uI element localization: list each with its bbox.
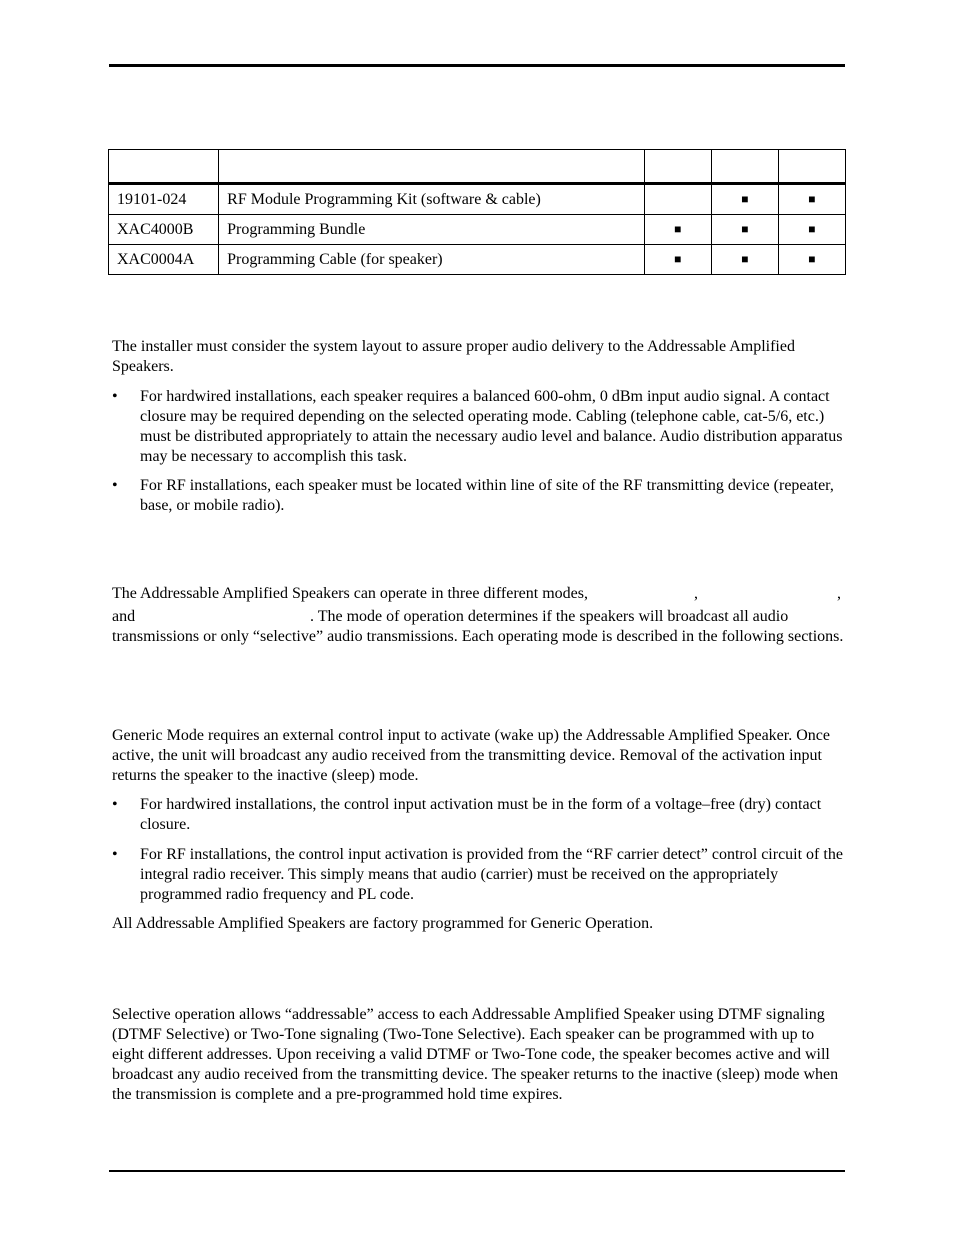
part-number: XAC0004A <box>109 245 219 275</box>
generic-closing: All Addressable Amplified Speakers are factory programmed for Generic Operation. <box>112 915 654 932</box>
list-item <box>112 845 845 905</box>
header-cell <box>219 150 645 184</box>
list-item <box>112 476 845 516</box>
modes-line2 <box>112 607 845 627</box>
part-number: 19101-024 <box>109 184 219 215</box>
comma: , <box>694 585 698 602</box>
check-mark: ■ <box>778 215 845 245</box>
audio-intro: The installer must consider the system layout to assure proper audio delivery to the Addressable Amplified Speakers. <box>112 338 795 375</box>
table-header-row <box>109 150 846 184</box>
modes-and: and <box>112 608 136 625</box>
table-row <box>109 184 846 215</box>
bullet-text: For hardwired installations, each speaker requires a balanced 600-ohm, 0 dBm input audio signal. A contact closure may be required depending on the selected operating mode. Cabling (telephone cable, cat-5/6, etc.) must be distributed appropriately to attain the necessary audio level and balance. Audio distribution apparatus may be necessary to accomplish this task. <box>140 388 843 465</box>
table-row <box>109 245 846 275</box>
header-cell <box>711 150 778 184</box>
header-cell <box>109 150 219 184</box>
bullet-icon: • <box>112 477 118 494</box>
accessories-table <box>108 149 846 275</box>
modes-line2-text: . The mode of operation determines if the speakers will broadcast all audio <box>310 608 789 625</box>
check-mark: ■ <box>711 184 778 215</box>
modes-line1 <box>112 584 845 604</box>
check-mark: ■ <box>644 215 711 245</box>
part-number: XAC4000B <box>109 215 219 245</box>
check-mark: ■ <box>711 215 778 245</box>
bullet-text: For hardwired installations, the control input activation must be in the form of a voltage–free (dry) contact closure. <box>140 796 822 833</box>
bullet-icon: • <box>112 388 118 405</box>
part-description: RF Module Programming Kit (software & cable) <box>219 184 645 215</box>
check-mark: ■ <box>778 245 845 275</box>
header-cell <box>644 150 711 184</box>
part-description: Programming Bundle <box>219 215 645 245</box>
bullet-icon: • <box>112 846 118 863</box>
modes-line1-text: The Addressable Amplified Speakers can operate in three different modes, <box>112 585 588 602</box>
check-mark: ■ <box>644 245 711 275</box>
modes-rest: transmissions or only “selective” audio transmissions. Each operating mode is described in the following sections. <box>112 628 844 645</box>
list-item <box>112 387 845 467</box>
footer-rule <box>109 1170 845 1172</box>
check-mark: ■ <box>711 245 778 275</box>
comma: , <box>837 585 841 602</box>
bullet-text: For RF installations, the control input activation is provided from the “RF carrier detect” control circuit of the integral radio receiver. This simply means that audio (carrier) must be received on the appropriately programmed radio frequency and PL code. <box>140 846 843 903</box>
bullet-text: For RF installations, each speaker must be located within line of site of the RF transmitting device (repeater, base, or mobile radio). <box>140 477 834 514</box>
selective-text: Selective operation allows “addressable” access to each Addressable Amplified Speaker using DTMF signaling (DTMF Selective) or Two-Tone signaling (Two-Tone Selective). Each speaker can be programmed with up to eight different addresses. Upon receiving a valid DTMF or Two-Tone code, the speaker becomes active and will broadcast any audio received from the transmitting device. The speaker returns to the inactive (sleep) mode when the transmission is complete and a pre-programmed hold time expires. <box>112 1006 839 1103</box>
bullet-icon: • <box>112 796 118 813</box>
header-rule <box>109 64 845 67</box>
generic-intro: Generic Mode requires an external control input to activate (wake up) the Addressable Amplified Speaker. Once active, the unit will broadcast any audio received from the transmitting device. Removal of the activation input returns the speaker to the inactive (sleep) mode. <box>112 727 830 784</box>
check-mark: ■ <box>778 184 845 215</box>
table-row <box>109 215 846 245</box>
part-description: Programming Cable (for speaker) <box>219 245 645 275</box>
check-mark <box>644 184 711 215</box>
header-cell <box>778 150 845 184</box>
list-item <box>112 795 845 835</box>
